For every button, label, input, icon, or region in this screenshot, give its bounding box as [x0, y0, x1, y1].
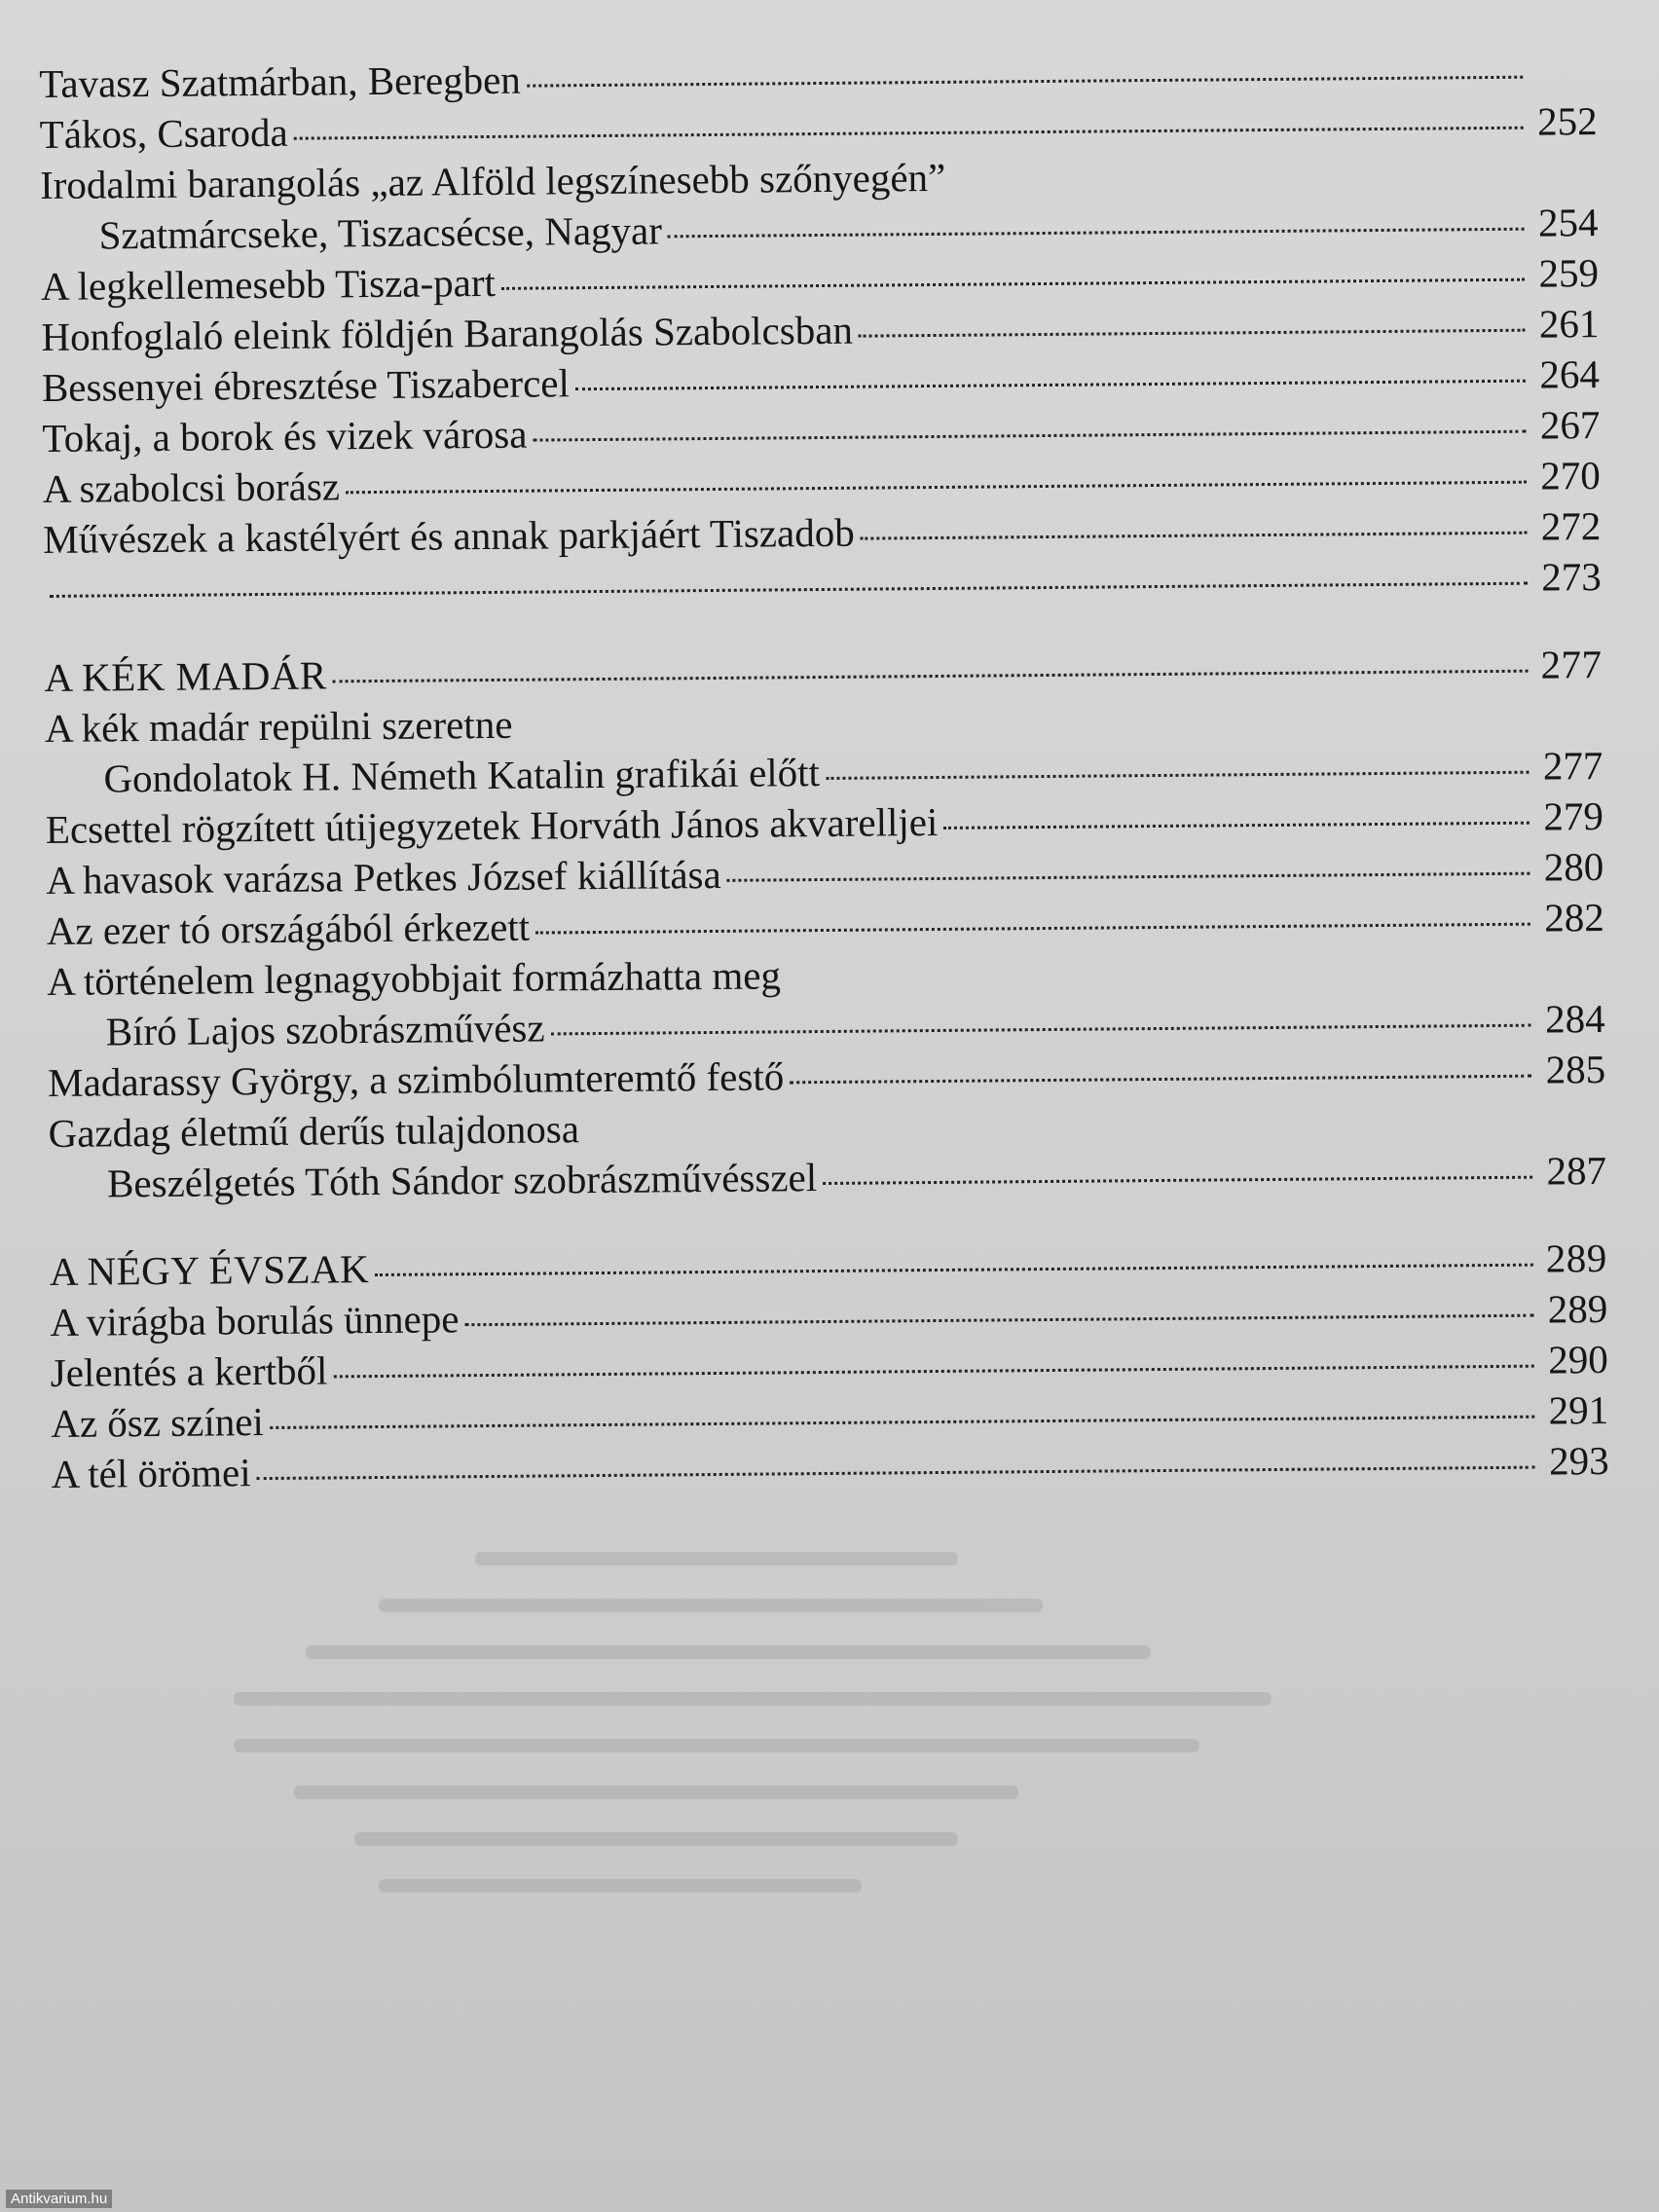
dot-leader — [375, 1263, 1533, 1276]
toc-page-number: 282 — [1544, 895, 1604, 940]
toc-page-number: 273 — [1541, 554, 1602, 600]
toc-page-number: 252 — [1536, 98, 1598, 144]
toc-entry-title: A történelem legnagyobbjait formázhatta meg — [47, 952, 782, 1004]
toc-entry-title: Bessenyei ébresztése Tiszabercel — [41, 360, 571, 410]
toc-page-number — [1529, 84, 1597, 85]
bleed-through-text — [234, 1519, 1441, 2142]
dot-leader — [823, 1175, 1532, 1185]
toc-page-number: 291 — [1548, 1386, 1609, 1433]
dot-leader — [294, 126, 1524, 140]
toc-page-number: 279 — [1543, 793, 1604, 839]
dot-leader — [333, 1364, 1533, 1379]
toc-entry — [45, 689, 1604, 804]
toc-page-number: 270 — [1540, 453, 1601, 498]
toc-entry-title: Tavasz Szatmárban, Beregben — [39, 56, 522, 106]
toc-section — [44, 639, 1606, 1209]
dot-leader — [943, 821, 1530, 830]
toc-entry — [47, 942, 1605, 1057]
watermark-label: Antikvarium.hu — [6, 2190, 112, 2208]
dot-leader — [501, 277, 1525, 290]
toc-entry-title: A szabolcsi borász — [42, 463, 341, 511]
toc-page-number: 280 — [1543, 844, 1604, 890]
dot-leader — [533, 429, 1526, 442]
toc-entry-title: A NÉGY ÉVSZAK — [49, 1246, 370, 1294]
dot-leader — [826, 770, 1529, 780]
dot-leader — [727, 871, 1530, 882]
toc-entry-title: Gazdag életmű derűs tulajdonosa — [48, 1106, 580, 1156]
toc-entry-title: A havasok varázsa Petkes József kiállítása — [46, 851, 721, 903]
dot-leader — [668, 227, 1525, 239]
dot-leader — [575, 379, 1526, 391]
toc-entry-title: Ecsettel rögzített útijegyzetek Horváth János akvarelljei — [45, 798, 939, 852]
toc-entry — [40, 146, 1599, 261]
dot-leader — [535, 922, 1530, 935]
toc-entry-title: Bíró Lajos szobrászművész — [105, 1005, 545, 1054]
dot-leader — [527, 75, 1523, 88]
dot-leader — [333, 669, 1529, 683]
toc-entry-title: Gondolatok H. Németh Katalin grafikái előtt — [103, 750, 821, 801]
toc-entry-title: Művészek a kastélyért és annak parkjáért Tiszadob — [43, 509, 855, 562]
toc-entry-title: A kék madár repülni szeretne — [44, 701, 513, 751]
dot-leader — [257, 1465, 1535, 1480]
toc-entry-title: A tél örömei — [51, 1450, 251, 1496]
toc-page-number: 261 — [1538, 301, 1600, 347]
table-of-contents — [39, 45, 1609, 1499]
toc-entry-title: A virágba borulás ünnepe — [50, 1296, 460, 1345]
toc-entry-title: Szatmárcseke, Tiszacsécse, Nagyar — [98, 207, 663, 258]
toc-entry-title: A legkellemesebb Tisza-part — [40, 259, 497, 309]
dot-leader — [790, 1074, 1531, 1085]
dot-leader — [50, 581, 1528, 598]
toc-entry-title: Az ezer tó országából érkezett — [46, 903, 531, 953]
toc-page-number: 267 — [1539, 402, 1601, 448]
toc-entry — [48, 1094, 1606, 1209]
toc-entry-title: Az ősz színei — [51, 1399, 265, 1446]
toc-entry-title: A KÉK MADÁR — [44, 652, 327, 700]
toc-section — [39, 45, 1602, 615]
toc-page-number: 289 — [1545, 1235, 1608, 1281]
dot-leader — [551, 1023, 1531, 1036]
toc-page-number: 284 — [1544, 996, 1605, 1042]
toc-entry-title: Honfoglaló eleink földjén Barangolás Szabolcsban — [41, 307, 854, 359]
toc-page-number: 277 — [1542, 743, 1604, 789]
toc-entry-title: Beszélgetés Tóth Sándor szobrászművésszel — [106, 1155, 818, 1206]
toc-page-number: 293 — [1548, 1437, 1609, 1484]
dot-leader — [859, 328, 1526, 338]
toc-entry-title: Tokaj, a borok és vizek városa — [42, 411, 528, 461]
toc-page-number: 277 — [1540, 642, 1603, 687]
toc-section — [50, 1233, 1609, 1499]
dot-leader — [464, 1313, 1533, 1327]
toc-page-number: 272 — [1540, 503, 1602, 549]
toc-page-number: 289 — [1547, 1285, 1608, 1332]
dot-leader — [346, 480, 1527, 495]
toc-page-number: 285 — [1545, 1046, 1606, 1092]
toc-entry-title: Madarassy György, a szimbólumteremtő festő — [47, 1053, 785, 1105]
toc-page-number: 259 — [1538, 250, 1600, 296]
dot-leader — [270, 1415, 1534, 1429]
toc-page-number: 287 — [1546, 1147, 1607, 1194]
toc-entry-title: Irodalmi barangolás „az Alföld legszínesebb szőnyegén” — [39, 154, 946, 207]
toc-page-number: 290 — [1548, 1336, 1608, 1382]
toc-page-number: 264 — [1539, 351, 1601, 397]
toc-entry-title: Tákos, Csaroda — [39, 109, 288, 157]
dot-leader — [861, 531, 1528, 540]
toc-page-number: 254 — [1537, 200, 1599, 245]
toc-entry-title: Jelentés a kertből — [50, 1347, 328, 1395]
